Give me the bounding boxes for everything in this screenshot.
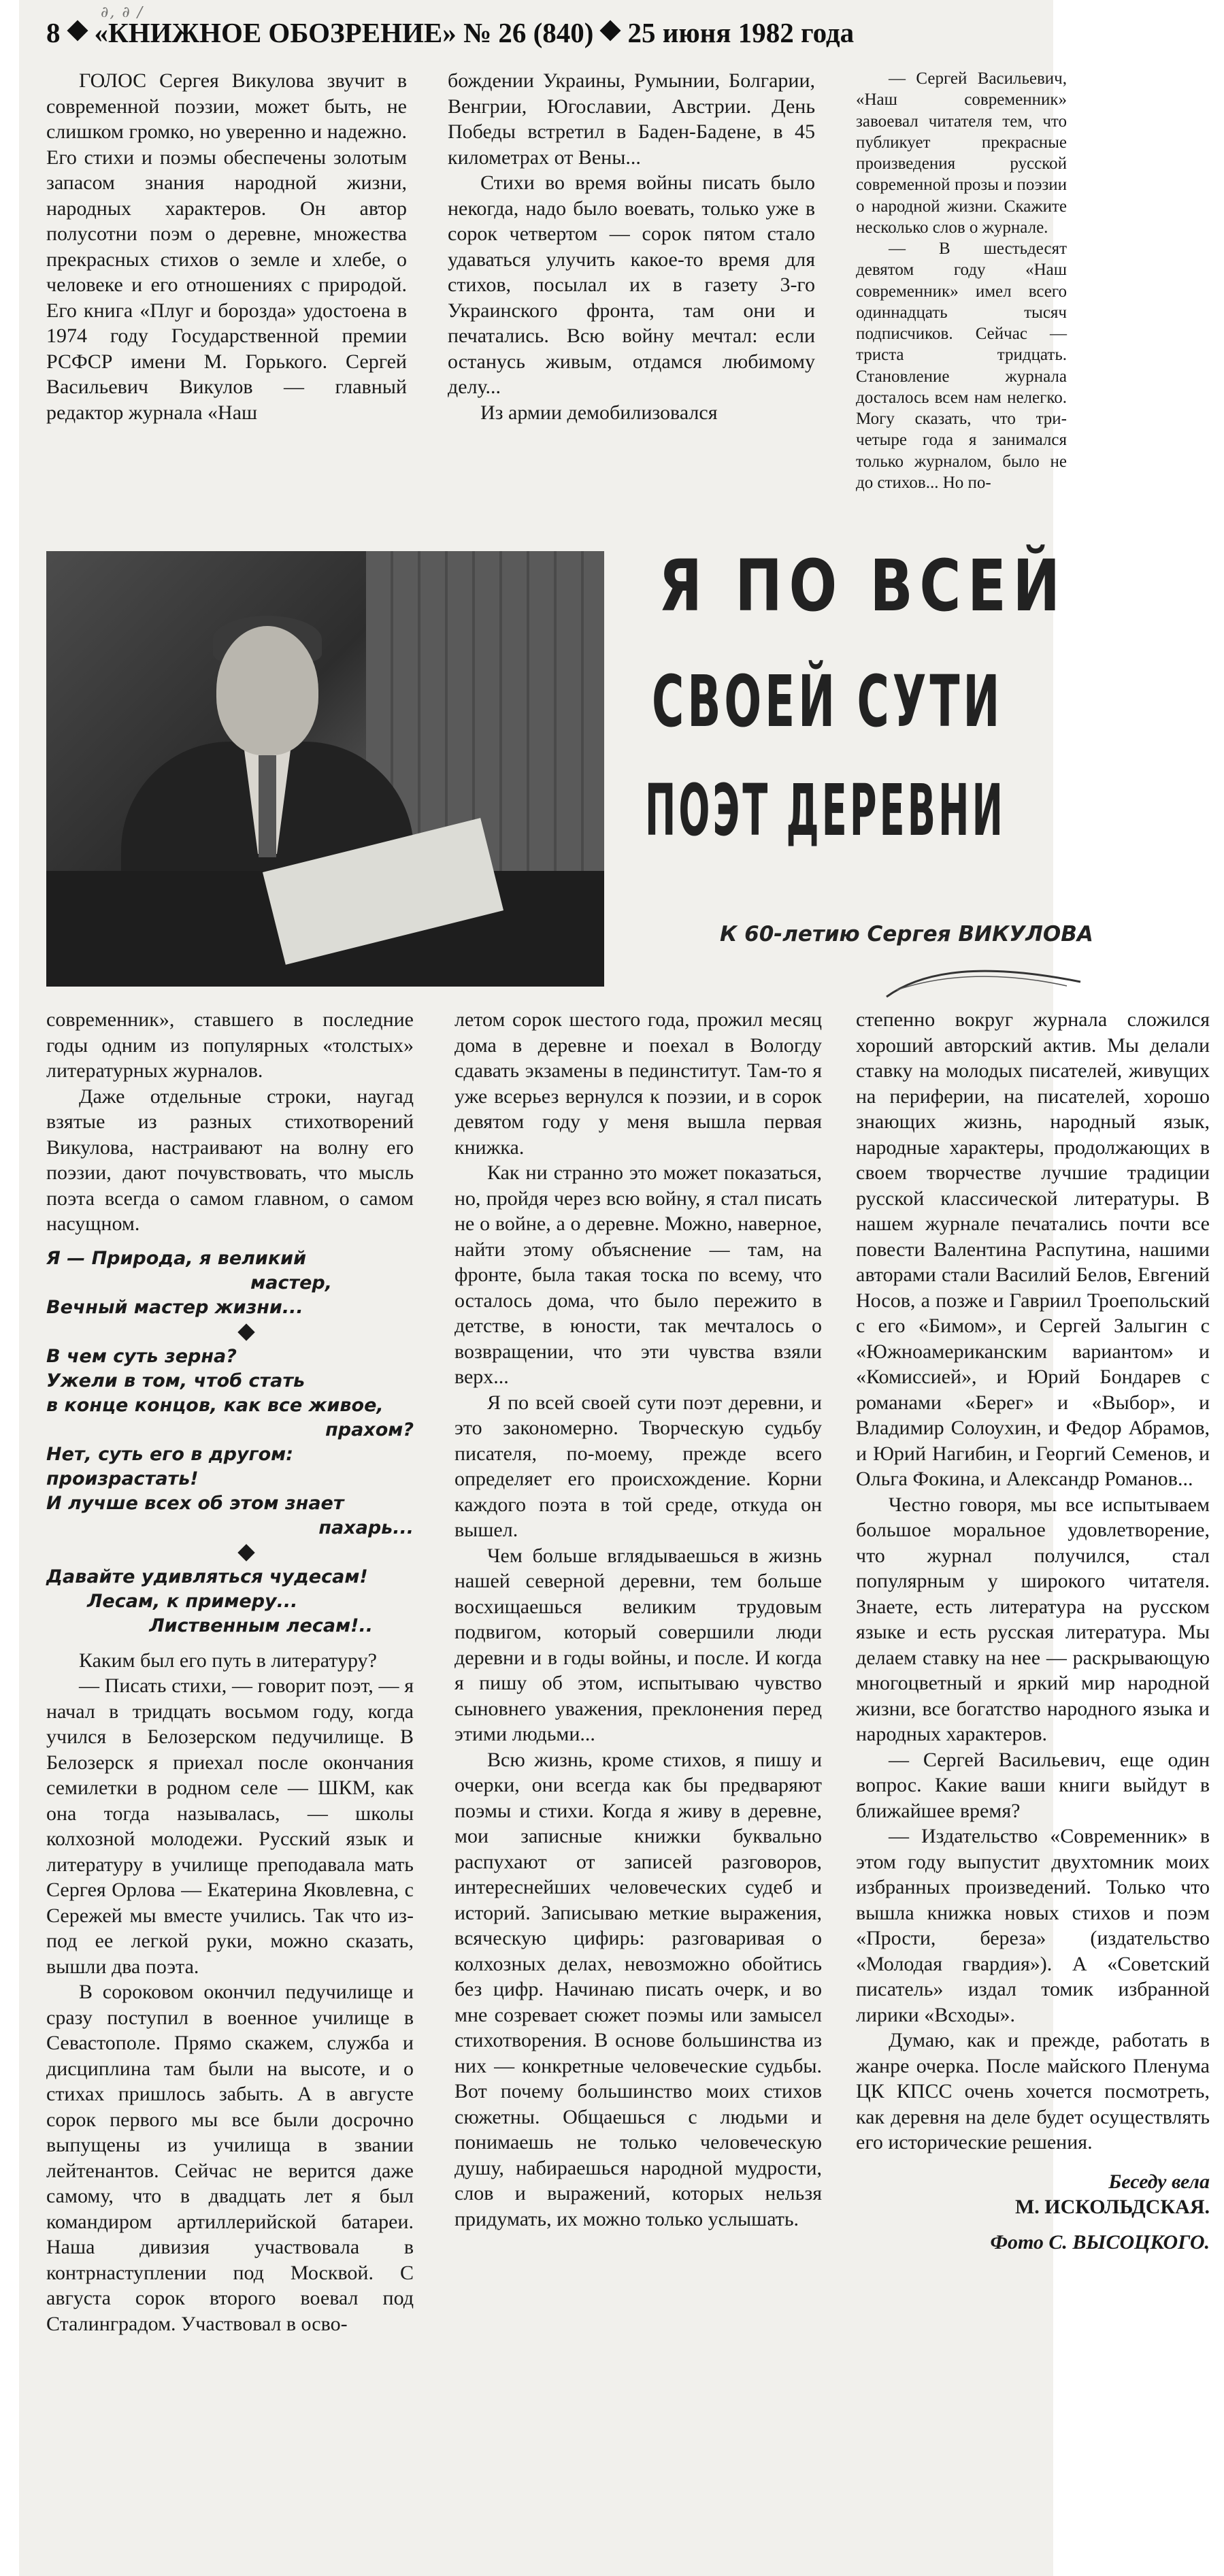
lead-paragraph: ГОЛОС Сергея Викулова звучит в современной поэзии, может быть, не слишком громко, но уверенно и надежно. Его стихи и поэмы обеспечены золотым запасом знания народной жизни, народных характеров. Он автор полусотни поэм о деревне, множества прекрасных стихов о земле и хлебе, о человеке и его отношениях с природой. Его книга «Плуг и борозда» удостоена в 1974 году Государственной премии РСФСР имени М. Горького. Сергей Васильевич Викулов — главный редактор журнала «Наш	[46, 69, 407, 424]
decorative-swash	[883, 956, 1087, 1004]
handwritten-mark: ∂, ∂ ∕	[101, 4, 144, 21]
paragraph: Честно говоря, мы все испытываем большое моральное удовлетворение, что журнал получился, стал популярным у широкого читателя. Знаете, есть литература на русском языке и есть русская литература. Мы делаем ставку на нее — раскрывающую многоцветный и яркий мир народной жизни, все богатство народного языка и народных характеров.	[856, 1493, 1210, 1745]
paragraph: летом сорок шестого года, прожил месяц дома в деревне и поехал в Вологду сдавать экзамены в пединститут. Там-то я уже всерьез вернулся к поэзии, и в сорок девятом году у меня вышла первая книжка.	[454, 1008, 822, 1159]
column-2	[454, 1007, 822, 2232]
article-subtitle: К 60-летию Сергея ВИКУЛОВА	[720, 922, 1093, 946]
paragraph: — В шестьдесят девятом году «Наш современник» имел всего одиннадцать тысяч подписчиков. Сейчас — триста тридцать. Становление журнала досталось всем нам нелегко. Могу сказать, что три-четыре года я занимался только журналом, было не до стихов... Но по-	[856, 240, 1067, 492]
poem-line: мастер,	[250, 1272, 332, 1293]
newspaper-clipping	[19, 0, 1210, 2576]
masthead	[46, 16, 1053, 57]
diamond-icon	[600, 20, 621, 41]
photo-credit: Фото С. ВЫСОЦКОГО.	[990, 2230, 1210, 2253]
paragraph: степенно вокруг журнала сложился хороший авторский актив. Мы делали ставку на молодых писателей, живущих на периферии, на писателей, хорошо знающих жизнь, народный язык, народные характеры, продолжающих в своем творчестве лучшие традиции русской классической литературы. В нашем журнале печатались почти все повести Валентина Распутина, нашими авторами стали Василий Белов, Евгений Носов, а позже и Гавриил Троепольский с его «Бимом», и Сергей Залыгин с «Южноамериканским вариантом» и «Комиссией», и Юрий Бондарев с романами «Берег» и «Выбор», и Владимир Солоухин, и Федор Абрамов, и Юрий Нагибин, и Георгий Семенов, и Ольга Фокина, и Александр Романов...	[856, 1008, 1210, 1490]
paragraph: Всю жизнь, кроме стихов, я пишу и очерки, они всегда как бы предваряют поэмы и стихи. Когда я живу в деревне, мои записные книжки буквально распухают от записей разговоров, интереснейших человеческих судеб и историй. Записываю меткие выражения, всяческую цифирь: разговаривая о колхозных делах, невозможно обойтись без цифр. Начинаю писать очерк, и во мне созревает сюжет поэмы или замысел стихотворения. В основе большинства из них — конкретные человеческие судьбы. Вот почему большинство моих стихов сюжетны. Общаешься с людьми и понимаешь не только человеческую душу, набираешься народной мудрости, слов и выражений, которых нельзя придумать, их можно только услышать.	[454, 1748, 822, 2230]
paragraph: — Сергей Васильевич, еще один вопрос. Какие ваши книги выйдут в ближайшее время?	[856, 1748, 1210, 1822]
poem-line: И лучше всех об этом знает	[46, 1492, 344, 1514]
poem-line: произрастать!	[46, 1468, 199, 1489]
poem-excerpt	[46, 1246, 414, 1320]
poem-line: Лесам, к примеру...	[87, 1590, 298, 1612]
diamond-icon	[237, 1544, 254, 1561]
newspaper-title: «КНИЖНОЕ ОБОЗРЕНИЕ»	[94, 17, 457, 48]
poem-excerpt	[46, 1565, 414, 1638]
paragraph: Чем больше вглядываешься в жизнь нашей северной деревни, тем больше восхищаешься великим трудовым подвигом, который совершили люди деревни и в годы войны, и после. И когда я пишу об этом, испытываю чувство сыновнего уважения, преклонения перед этими людьми...	[454, 1544, 822, 1745]
poem-line: прахом?	[325, 1419, 414, 1440]
poem-line: В чем суть зерна?	[46, 1345, 237, 1367]
poem-line: Лиственным лесам!..	[149, 1615, 373, 1636]
poem-line: Ужели в том, чтоб стать	[46, 1370, 305, 1391]
article-headline	[645, 544, 1080, 898]
paragraph: современник», ставшего в последние годы одним из популярных «толстых» литературных журналов.	[46, 1008, 414, 1082]
photo-tie	[259, 755, 276, 857]
issue-date: 25 июня 1982 года	[627, 17, 855, 48]
paragraph: — Сергей Васильевич, «Наш современник» завоевал читателя тем, что публикует прекрасные произведения русской современной прозы и поэзии о народной жизни. Скажите несколько слов о журнале.	[856, 69, 1067, 237]
top-column-1	[46, 68, 407, 425]
separator	[46, 1540, 414, 1565]
top-column-2	[448, 68, 815, 425]
diamond-icon	[237, 1323, 254, 1340]
poem-line: пахарь...	[318, 1517, 414, 1538]
paragraph: Стихи во время войны писать было некогда, надо было воевать, только уже в сорок четвертом — сорок пятом стало удаваться улучить какое-то время для стихов, посылал их в газету 3-го Украинского фронта, там они и печатались. Всю войну мечтал: если останусь живым, отдамся любимому делу...	[448, 171, 815, 398]
poem-line: Вечный мастер жизни...	[46, 1296, 303, 1318]
page-number: 8	[46, 17, 61, 48]
paragraph: Думаю, как и прежде, работать в жанре очерка. После майского Пленума ЦК КПСС очень хочется посмотреть, как деревня на деле будет осуществлять его исторические решения.	[856, 2029, 1210, 2153]
headline-line: СВОЕЙ СУТИ	[652, 660, 1004, 743]
interviewer-credit: Беседу вела	[1108, 2170, 1210, 2193]
photo-head	[216, 626, 318, 755]
poem-line: Я — Природа, я великий	[46, 1247, 306, 1269]
paragraph: Из армии демобилизовался	[480, 401, 718, 424]
headline-line: Я ПО ВСЕЙ	[659, 544, 1067, 627]
paragraph: В сороковом окончил педучилище и сразу поступил в военное училище в Севастополе. Прямо скажем, служба и дисциплина там были на высоте, и о стихах пришлось забыть. А в августе сорок первого мы все были досрочно выпущены из училища в звании лейтенантов. Сейчас не верится даже самому, что в двадцать лет я был командиром артиллерийской батареи. Наша дивизия участвовала в контрнаступлении под Москвой. С августа сорок второго воевал под Сталинградом. Участвовал в осво-	[46, 1981, 414, 2335]
author-photo	[46, 551, 604, 987]
paragraph: Я по всей своей сути поэт деревни, и это закономерно. Творческую судьбу писателя, по-моему, прежде всего определяет его происхождение. Корни каждого поэта в той среде, откуда он вышел.	[454, 1391, 822, 1541]
headline-line: ПОЭТ ДЕРЕВНИ	[645, 769, 1006, 852]
paragraph: Даже отдельные строки, наугад взятые из разных стихотворений Викулова, настраивают на волну его поэзии, дают почувствовать, что мысль поэта всегда о самом главном, о самом насущном.	[46, 1085, 414, 1235]
paragraph: Как ни странно это может показаться, но, пройдя через всю войну, я стал писать не о войне, а о деревне. Можно, наверное, найти этому объяснение — там, на фронте, была такая тоска по всему, что осталось дома, что было пережито в детстве, в юности, так мечталось о возвращении, что эти чувства взяли верх...	[454, 1161, 822, 1388]
paragraph: — Писать стихи, — говорит поэт, — я начал в тридцать восьмом году, когда учился в Белозерском педучилище. В Белозерск я приехал после окончания семилетки в родном селе — ШКМ, как она тогда называлась, — школы колхозной молодежи. Русский язык и литературу в училище преподавала мать Сергея Орлова — Екатерина Яковлевна, с Сережей мы вместе учились. Так что из-под ее легкой руки, можно сказать, вышли два поэта.	[46, 1674, 414, 1978]
poem-line: в конце концов, как все живое,	[46, 1394, 384, 1416]
poem-line: Нет, суть его в другом:	[46, 1443, 294, 1465]
poem-excerpt	[46, 1344, 414, 1540]
paragraph: Каким был его путь в литературу?	[79, 1649, 377, 1672]
diamond-icon	[67, 20, 88, 41]
paragraph: бождении Украины, Румынии, Болгарии, Венгрии, Югославии, Австрии. День Победы встретил в Баден-Бадене, в 45 километрах от Вены...	[448, 69, 815, 169]
separator	[46, 1320, 414, 1344]
column-3	[856, 1007, 1210, 2255]
column-1	[46, 1007, 414, 2336]
paragraph: — Издательство «Современник» в этом году выпустит двухтомник моих избранных произведений. Только что вышла книжка новых стихов и поэм «Прости, береза» (издательство «Молодая гвардия»). А «Советский писатель» издал томик избранной лирики «Всходы».	[856, 1825, 1210, 2026]
interviewer-name: М. ИСКОЛЬДСКАЯ.	[1014, 2196, 1210, 2218]
issue-number: № 26 (840)	[463, 17, 594, 48]
poem-line: Давайте удивляться чудесам!	[46, 1566, 368, 1587]
top-column-3	[856, 68, 1067, 493]
